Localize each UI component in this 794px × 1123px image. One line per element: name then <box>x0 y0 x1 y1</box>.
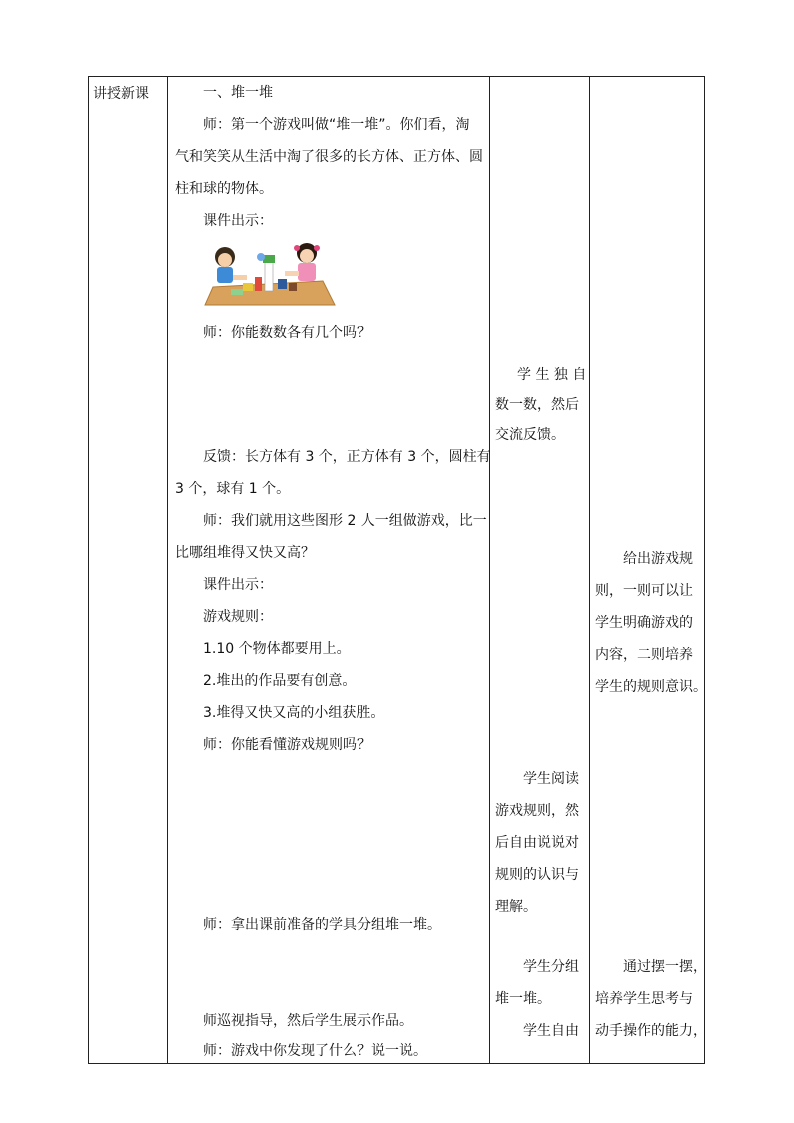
teacher-line: 反馈：长方体有 3 个，正方体有 3 个，圆柱有 <box>203 449 491 465</box>
teacher-line: 2.堆出的作品要有创意。 <box>203 673 357 689</box>
student-line: 学生阅读 <box>523 771 579 787</box>
section-label: 讲授新课 <box>93 86 149 102</box>
teacher-line: 师：拿出课前准备的学具分组堆一堆。 <box>203 917 441 933</box>
teacher-line: 3.堆得又快又高的小组获胜。 <box>203 705 385 721</box>
lesson-table <box>88 76 705 1064</box>
teacher-line: 课件出示： <box>203 577 273 593</box>
teacher-line: 气和笑笑从生活中淘了很多的长方体、正方体、圆 <box>175 149 483 165</box>
intent-line: 培养学生思考与 <box>595 991 693 1007</box>
student-line: 规则的认识与 <box>495 867 579 883</box>
intent-line: 学生的规则意识。 <box>595 679 707 695</box>
intent-line: 通过摆一摆， <box>623 959 707 975</box>
teacher-line: 比哪组堆得又快又高？ <box>175 545 315 561</box>
teacher-line: 师：我们就用这些图形 2 人一组做游戏，比一 <box>203 513 487 529</box>
column-divider-2 <box>489 77 490 1063</box>
intent-line: 动手操作的能力， <box>595 1023 707 1039</box>
intent-line: 给出游戏规 <box>623 551 693 567</box>
student-line: 堆一堆。 <box>495 991 551 1007</box>
teacher-line: 柱和球的物体。 <box>175 181 273 197</box>
teacher-line: 一、堆一堆 <box>203 85 273 101</box>
student-line: 理解。 <box>495 899 537 915</box>
student-line: 学生分组 <box>523 959 579 975</box>
intent-line: 学生明确游戏的 <box>595 615 693 631</box>
teacher-line: 师：你能数数各有几个吗？ <box>203 325 371 341</box>
intent-line: 则，一则可以让 <box>595 583 693 599</box>
classroom-illustration <box>203 239 341 309</box>
teacher-line: 游戏规则： <box>203 609 273 625</box>
student-line: 后自由说说对 <box>495 835 579 851</box>
student-line: 学生自由 <box>523 1023 579 1039</box>
student-line: 交流反馈。 <box>495 427 565 443</box>
student-line: 学 生 独 自 <box>517 367 587 383</box>
student-line: 游戏规则，然 <box>495 803 579 819</box>
column-divider-1 <box>167 77 168 1063</box>
teacher-line: 师：第一个游戏叫做“堆一堆”。你们看，淘 <box>203 117 470 133</box>
column-divider-3 <box>589 77 590 1063</box>
teacher-line: 师巡视指导，然后学生展示作品。 <box>203 1013 413 1029</box>
student-line: 数一数，然后 <box>495 397 579 413</box>
teacher-line: 3 个，球有 1 个。 <box>175 481 291 497</box>
teacher-line: 师：游戏中你发现了什么？说一说。 <box>203 1043 427 1059</box>
teacher-line: 师：你能看懂游戏规则吗？ <box>203 737 371 753</box>
intent-line: 内容，二则培养 <box>595 647 693 663</box>
teacher-line: 课件出示： <box>203 213 273 229</box>
teacher-line: 1.10 个物体都要用上。 <box>203 641 351 657</box>
